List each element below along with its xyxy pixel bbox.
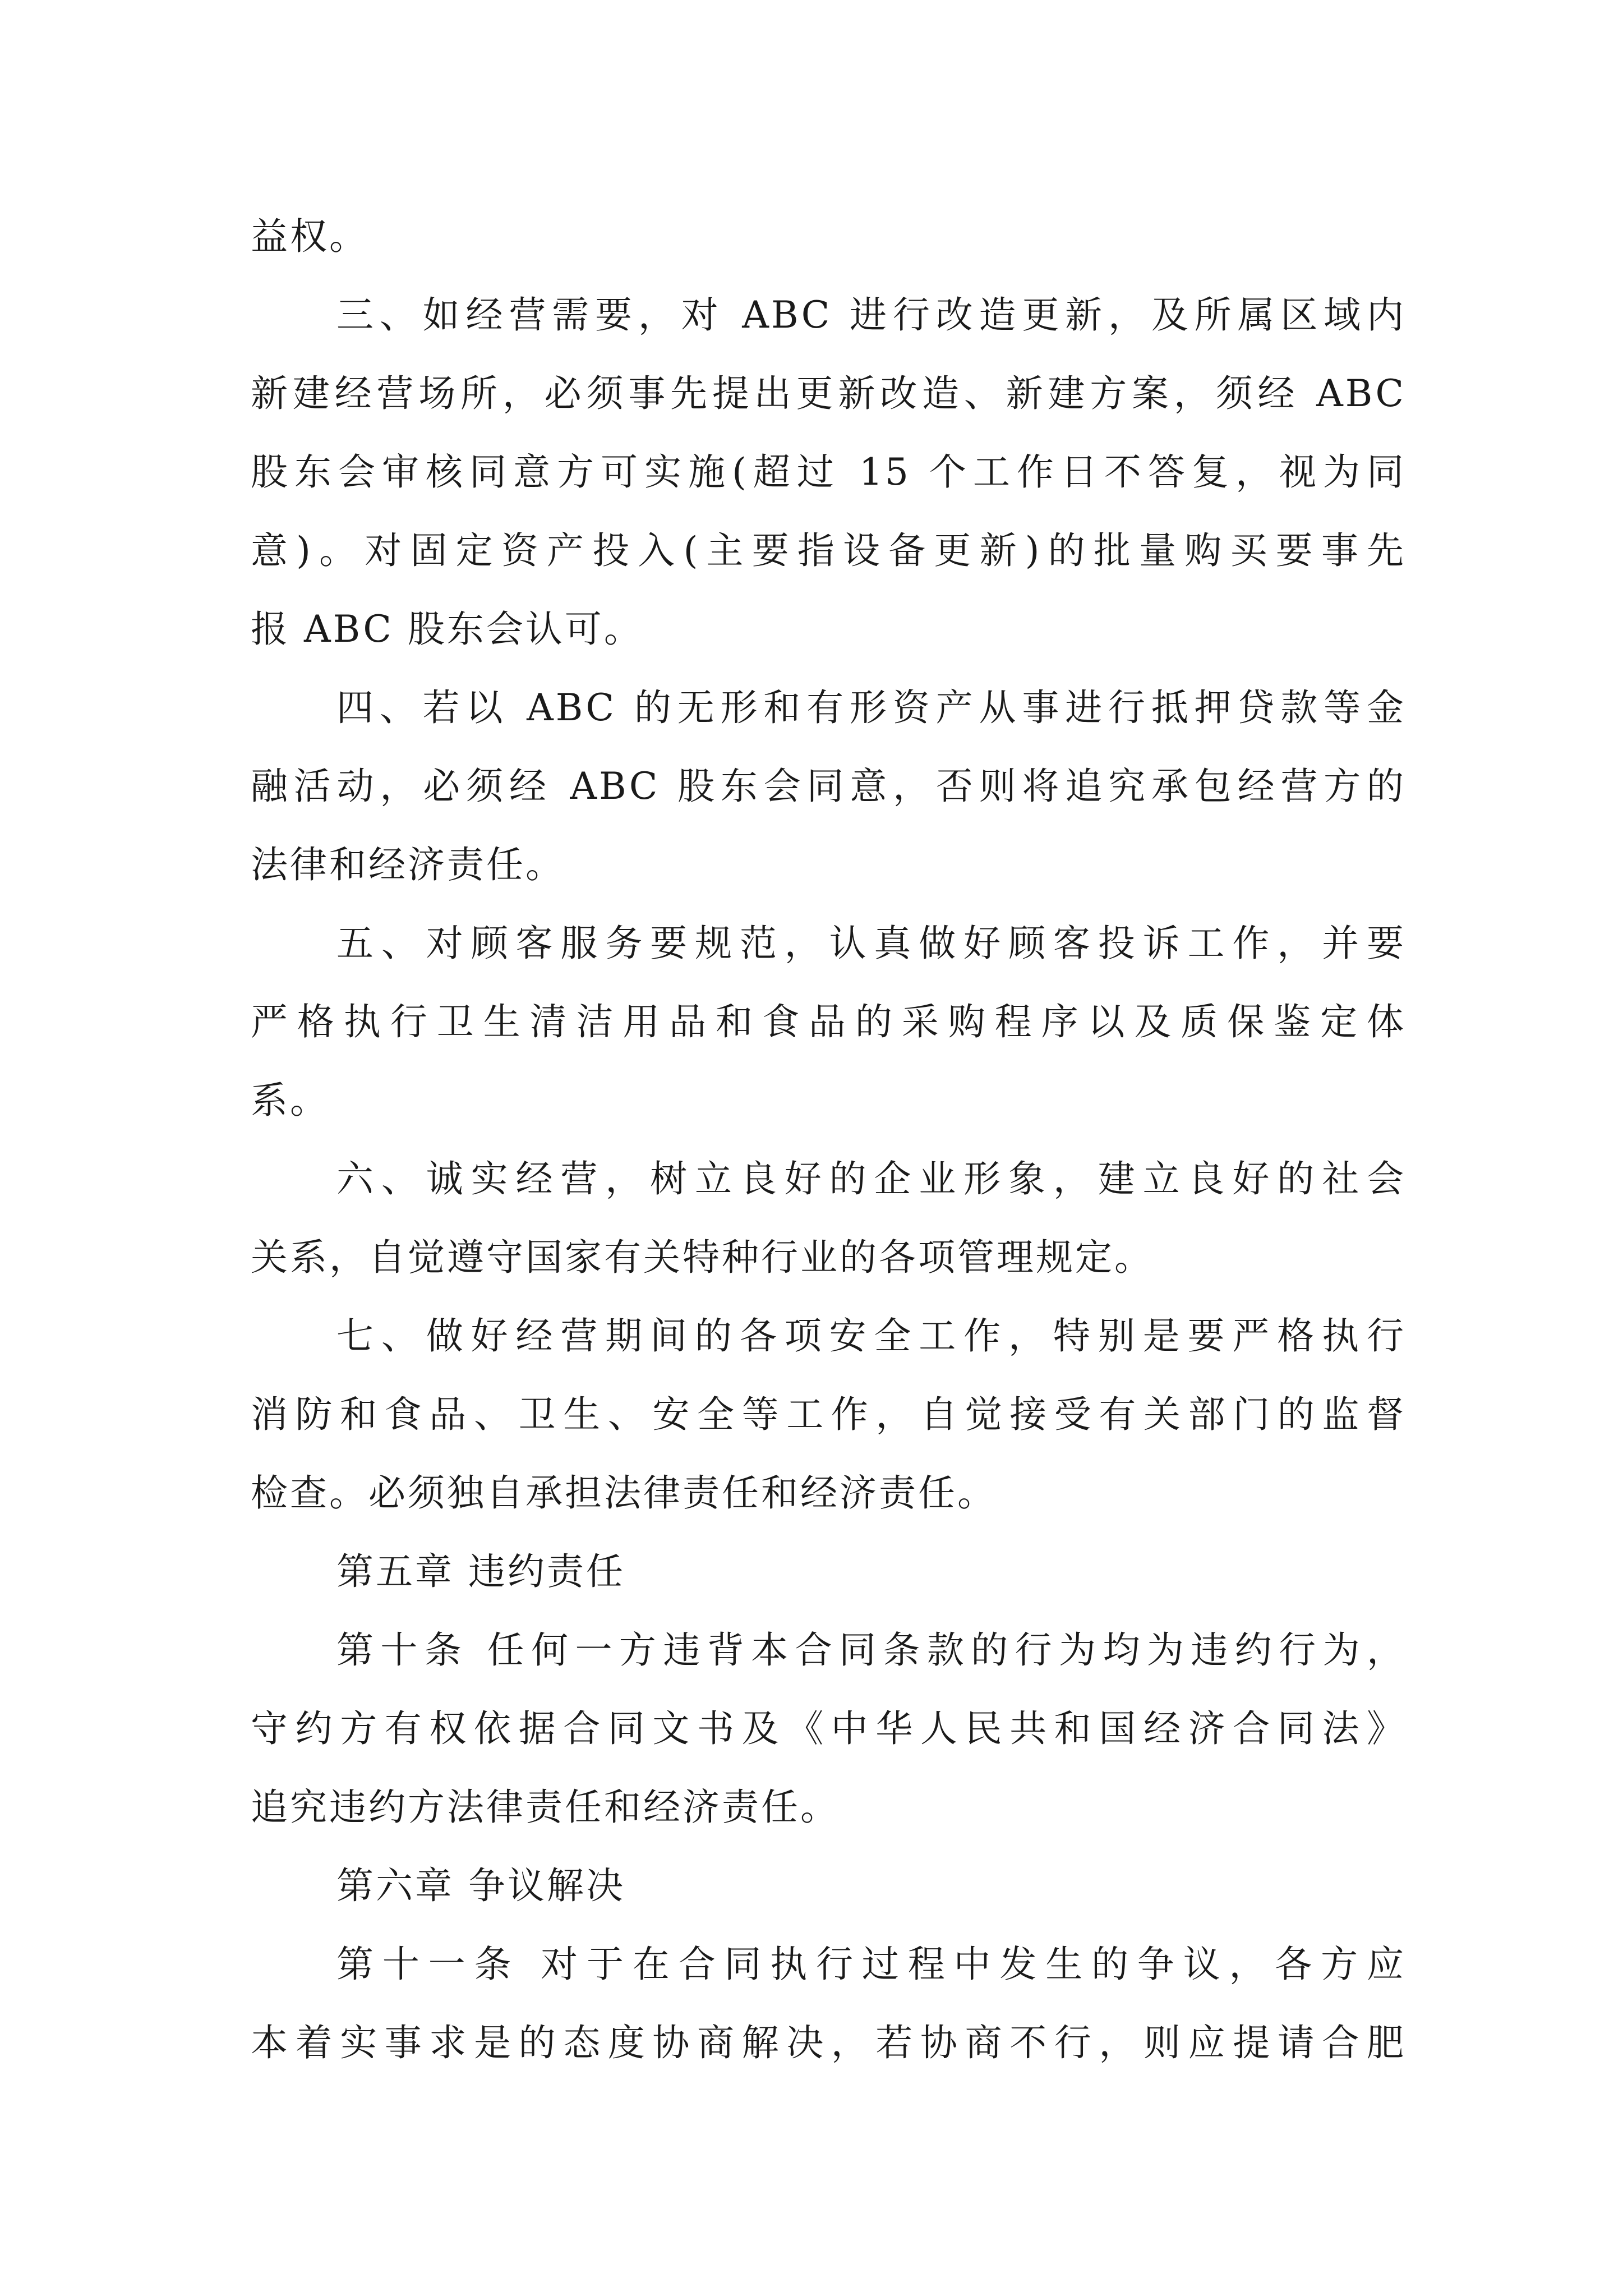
text-line: 股东会审核同意方可实施(超过 15 个工作日不答复，视为同 [251,450,1406,494]
text-line: 第十条 任何一方违背本合同条款的行为均为违约行为， [336,1628,1406,1672]
text-line: 守约方有权依据合同文书及《中华人民共和国经济合同法》 [251,1707,1406,1750]
text-line: 意)。对固定资产投入(主要指设备更新)的批量购买要事先 [251,529,1406,572]
text-line: 本着实事求是的态度协商解决，若协商不行，则应提请合肥 [251,2021,1406,2064]
text-line: 严格执行卫生清洁用品和食品的采购程序以及质保鉴定体 [251,1000,1406,1043]
text-line: 报 ABC 股东会认可。 [251,608,643,651]
text-line: 新建经营场所，必须事先提出更新改造、新建方案，须经 ABC [251,372,1406,415]
text-line: 系。 [251,1079,329,1122]
text-line: 消防和食品、卫生、安全等工作，自觉接受有关部门的监督 [251,1393,1406,1436]
document-body [251,197,1406,2082]
text-line: 四、若以 ABC 的无形和有形资产从事进行抵押贷款等金 [336,686,1406,729]
text-line: 六、诚实经营，树立良好的企业形象，建立良好的社会 [336,1157,1406,1200]
text-line: 七、做好经营期间的各项安全工作，特别是要严格执行 [336,1314,1406,1358]
text-line: 益权。 [251,215,368,258]
text-line: 检查。必须独自承担法律责任和经济责任。 [251,1471,997,1515]
chapter-heading: 第六章 争议解决 [336,1864,625,1907]
text-line: 五、对顾客服务要规范，认真做好顾客投诉工作，并要 [336,922,1406,965]
text-line: 关系，自觉遵守国家有关特种行业的各项管理规定。 [251,1236,1154,1279]
text-line: 三、如经营需要，对 ABC 进行改造更新，及所属区域内 [336,293,1406,337]
text-line: 追究违约方法律责任和经济责任。 [251,1786,840,1829]
chapter-heading: 第五章 违约责任 [336,1550,625,1593]
text-line: 法律和经济责任。 [251,843,565,886]
text-line: 第十一条 对于在合同执行过程中发生的争议，各方应 [336,1943,1406,1986]
text-line: 融活动，必须经 ABC 股东会同意，否则将追究承包经营方的 [251,765,1406,808]
